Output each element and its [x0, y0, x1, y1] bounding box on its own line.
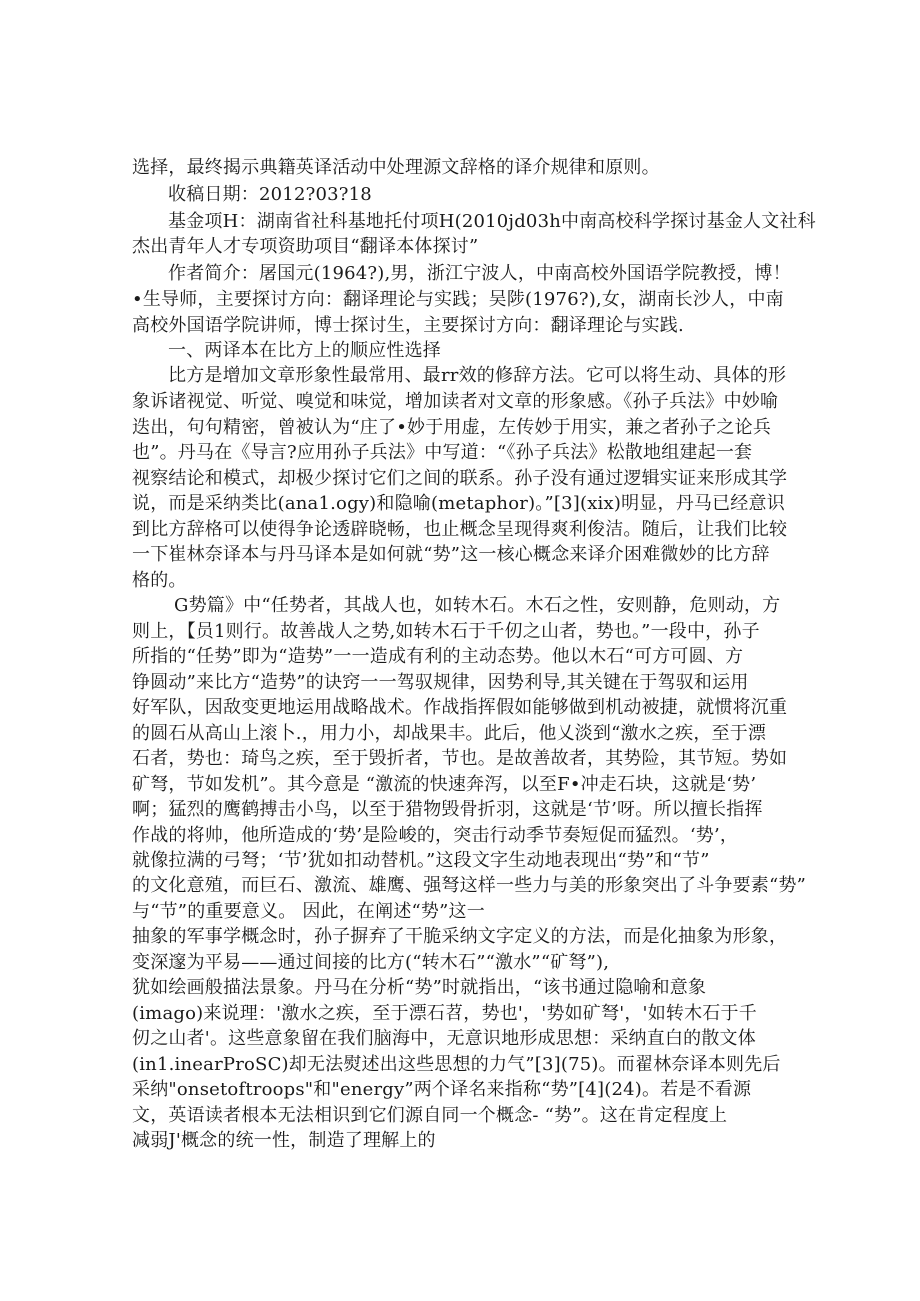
text-line: 也”。丹马在《导言?应用孙子兵法》中写道：“《孙子兵法》松散地组建起一套 [132, 442, 753, 463]
text-line: 象诉诸视觉、听觉、嗅觉和味觉，增加读者对文章的形象感。《孙子兵法》中妙喻 [132, 391, 779, 412]
text-line: (imago)来说理：'激水之疾，至于漂石苕，势也'，'势如矿弩'，'如转木石于千 [132, 1003, 757, 1024]
text-line: 采纳"onsetoftroops"和"energy”两个译名来指称“势”[4](24)。若是不看源 [132, 1079, 752, 1100]
text-line: 犹如绘画般描法景象。丹马在分析“势”时就指出，“该书通过隐喻和意象 [132, 977, 707, 998]
text-line: 所指的“任势”即为“造势”一一造成有利的主动态势。他以木石“可方可圆、方 [132, 646, 744, 667]
text-line: 格的。 [132, 570, 187, 591]
text-line: 文，英语读者根本无法相识到它们源自同一个概念- “势”。这在肯定程度上 [132, 1105, 728, 1126]
text-line: 铮圆动”来比方“造势”的诀窍一一驾驭规律，因势利导,其关键在于驾驭和运用 [132, 672, 749, 693]
text-line: 仞之山者'。这些意象留在我们脑海中，无意识地形成思想：采纳直白的散文体 [132, 1028, 756, 1049]
text-line: 迭出，句句精密，曾被认为“庄了•妙于用虚，左传妙于用实，兼之者孙子之论兵 [132, 417, 772, 438]
text-line: 选择，最终揭示典籍英译活动中处理源文辞格的译介规律和原则。 [132, 157, 660, 178]
text-line: 作战的将帅，他所造成的‘势’是险峻的，突击行动季节奏短促而猛烈。‘势’， [132, 825, 739, 846]
text-line: 则上，【员1则行。故善战人之势,如转木石于千仞之山者，势也。”一段中，孙子 [132, 621, 760, 642]
text-line: (in1.inearProSC)却无法熨述出这些思想的力气”[3](75)。而翟林奈译本则先后 [132, 1054, 781, 1075]
author-intro-line: •生导师，主要探讨方向：翻译理论与实践；吴陟(1976?),女，湖南长沙人，中南 [132, 289, 784, 310]
text-line: 到比方辞格可以使得争论透辟晓畅，也止概念呈现得爽利俊洁。随后，让我们比较 [132, 519, 788, 540]
text-line: 抽象的军事学概念时，孙子摒弃了干脆采纳文字定义的方法，而是化抽象为形象， [132, 926, 788, 947]
section-heading: 一、两译本在比方上的顺应性选择 [168, 340, 441, 361]
funding-line: 基金项H：湖南省社科基地托付项H(2010jd03h中南高校科学探讨基金人文社科 [168, 211, 816, 232]
text-line: 说，而是采纳类比(ana1.ogy)和隐喻(metaphor)。”[3](xix)明显，丹马已经意识 [132, 493, 785, 514]
text-line: 的文化意殖，而巨石、激流、雄鹰、强弩这样一些力与美的形象突出了斗争要素“势” [132, 875, 807, 896]
text-line: 的圆石从高山上滚卜.，用力小，却战果丰。此后，他乂淡到“激水之疾，至于漂 [132, 723, 767, 744]
text-line: G势篇》中“任势者，其战人也，如转木石。木石之性，安则静，危则动，方 [174, 595, 781, 616]
text-line: 石者，势也：琦鸟之疾，至于毁折者，节也。是故善故者，其势险，其节短。势如 [132, 748, 788, 769]
text-line: 矿弩，节如发机”。其今意是 “激流的快速奔泻，以至F•冲走石块，这就是‘势’ [132, 774, 757, 795]
text-line: 就像拉满的弓弩；‘节’犹如扣动替机。”这段文字生动地表现出“势”和“节” [132, 850, 710, 871]
received-date: 收稿日期：2012?03?18 [168, 184, 372, 205]
text-line: 比方是增加文章形象性最常用、最rr效的修辞方法。它可以将生动、具体的形 [168, 365, 787, 386]
text-line: 好军队，因敌变更地运用战略战术。作战指挥假如能够做到机动被捷，就惯将沉重 [132, 697, 788, 718]
text-line: 啊；猛烈的鹰鹤搏击小鸟，以至于猎物毁骨折羽，这就是‘节’呀。所以擅长指挥 [132, 799, 763, 820]
author-intro-line: 作者简介：屠国元(1964?),男，浙江宁波人，中南高校外国语学院教授，博！ [168, 263, 791, 284]
funding-line: 杰出青年人才专项资助项目“翻译本体探讨” [132, 236, 479, 257]
text-line: 一下崔林奈译本与丹马译本是如何就“势”这一核心概念来译介困难微妙的比方辞 [132, 544, 770, 565]
author-intro-line: 高校外国语学院讲师，博士探讨生，主要探讨方向：翻译理论与实践. [132, 315, 684, 336]
text-line: 视察结论和模式，却极少探讨它们之间的联系。孙子没有通过逻辑实证来形成其学 [132, 468, 788, 489]
text-line: 减弱J'概念的统一性，制造了理解上的 [132, 1130, 436, 1151]
text-line: 变深邃为平易——通过间接的比方(“转木石”“激水”“矿弩”), [132, 952, 610, 973]
text-line: 与“节”的重要意义。 因此，在阐述“势”这一 [132, 901, 485, 922]
